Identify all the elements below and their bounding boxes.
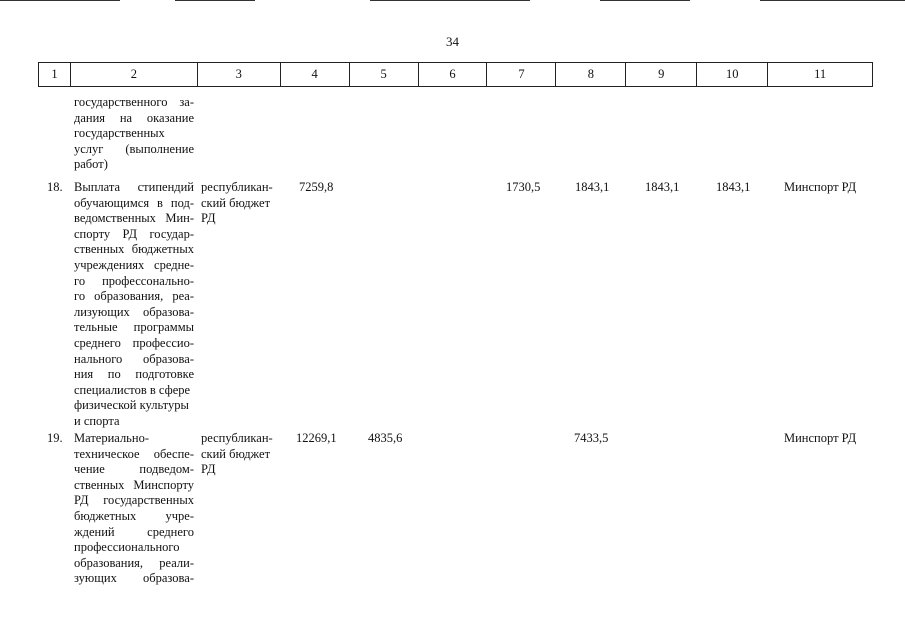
description-line: го профессонально- (74, 273, 194, 288)
column-header: 7 (487, 63, 556, 86)
description-line: работ) (74, 157, 108, 172)
amount-col10: 1843,1 (716, 180, 751, 194)
description-line: государственных (74, 126, 165, 141)
description-line: го образования, реа- (74, 289, 194, 304)
column-header: 8 (556, 63, 626, 86)
source-line: республикан- (201, 180, 273, 194)
description-line: ственных бюджетных (74, 242, 194, 257)
description-line: Выплата стипендий (74, 180, 194, 194)
description-line: учреждениях средне- (74, 257, 194, 272)
total-amount: 7259,8 (299, 180, 334, 194)
description-line: техническое обеспе- (74, 446, 194, 461)
description-line: нального образова- (74, 351, 194, 366)
description-line: спорту РД государ- (74, 226, 194, 241)
total-amount: 12269,1 (296, 431, 337, 445)
column-header: 10 (697, 63, 768, 86)
description-line: ния по подготовке (74, 367, 194, 382)
executor: Минспорт РД (784, 180, 857, 194)
column-header: 3 (198, 63, 281, 86)
source-line: РД (201, 211, 216, 226)
description-line: чение подведом- (74, 462, 194, 477)
description-line: среднего профессио- (74, 335, 194, 350)
description-line: специалистов в сфере (74, 382, 191, 397)
description-line: дания на оказание (74, 110, 194, 125)
continuation-description (74, 95, 194, 173)
funding-source (201, 431, 277, 478)
column-header: 9 (626, 63, 697, 86)
description-line: ведомственных Мин- (74, 211, 194, 226)
column-header: 4 (281, 63, 350, 86)
description-line: ждений среднего (74, 524, 194, 539)
description-line: обучающимся в под- (74, 195, 194, 210)
description-line: тельные программы (74, 320, 194, 335)
scan-edge-line (760, 0, 905, 1)
scan-edge-line (0, 0, 120, 1)
row-number: 18. (47, 180, 63, 194)
table-header-row (38, 62, 873, 87)
amount-col5: 4835,6 (368, 431, 403, 445)
description-line: ственных Минспорту (74, 477, 194, 492)
source-line: ский бюджет (201, 446, 271, 461)
description-line: физической культуры (74, 398, 189, 413)
source-line: ский бюджет (201, 195, 271, 210)
amount-col7: 1730,5 (506, 180, 541, 194)
scan-edge-line (175, 0, 255, 1)
row-number: 19. (47, 431, 63, 445)
description-line: бюджетных учре- (74, 508, 194, 523)
amount-col9: 1843,1 (645, 180, 680, 194)
row-description (74, 180, 194, 430)
description-line: зующих образова- (74, 571, 194, 586)
source-line: республикан- (201, 431, 273, 445)
amount-col8: 7433,5 (574, 431, 609, 445)
row-description (74, 431, 194, 587)
column-header: 5 (350, 63, 419, 86)
description-line: лизующих образова- (74, 304, 194, 319)
description-line: РД государственных (74, 493, 194, 508)
description-line: услуг (выполнение (74, 141, 194, 156)
funding-source (201, 180, 277, 227)
executor: Минспорт РД (784, 431, 857, 445)
description-line: государственного за- (74, 95, 194, 109)
scan-edge-line (600, 0, 690, 1)
description-line: Материально- (74, 431, 149, 445)
amount-col8: 1843,1 (575, 180, 610, 194)
source-line: РД (201, 462, 216, 477)
column-header: 2 (71, 63, 198, 86)
description-line: профессионального (74, 540, 180, 555)
page-number: 34 (446, 34, 459, 49)
scan-edge-line (370, 0, 530, 1)
column-header: 11 (814, 67, 827, 81)
description-line: и спорта (74, 413, 120, 428)
column-header: 6 (419, 63, 488, 86)
description-line: образования, реали- (74, 555, 194, 570)
column-header: 1 (39, 63, 71, 86)
